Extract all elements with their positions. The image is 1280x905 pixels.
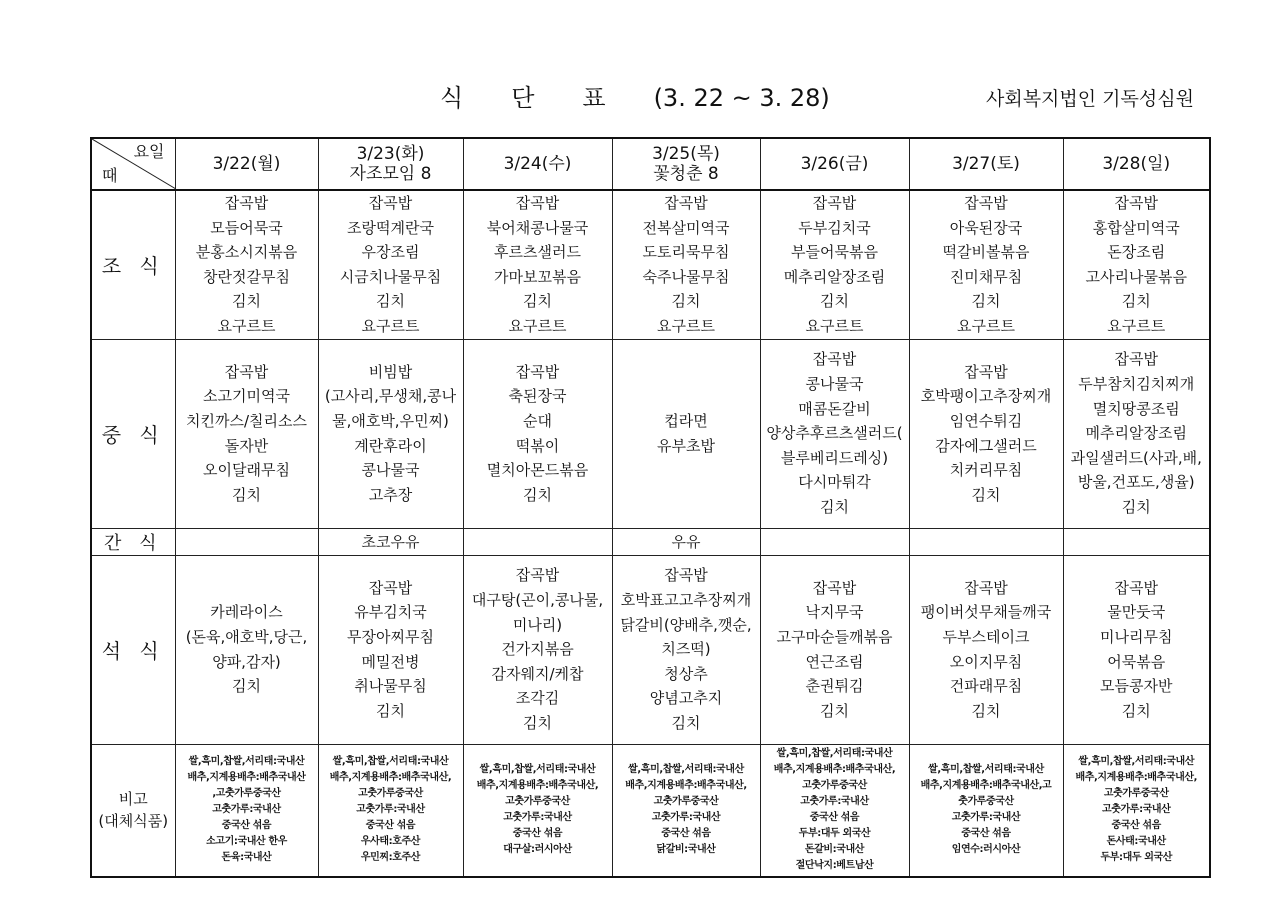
menu-item: 양상추후르츠샐러드(	[766, 424, 903, 443]
remark-line: 쌀,흑미,찹쌀,서리태:국내산	[188, 756, 305, 768]
meal-label-snack: 간 식	[91, 528, 175, 555]
menu-item: 다시마튀각	[798, 473, 871, 492]
remark-line: 고춧가루중국산	[358, 788, 423, 800]
remarks-label-line: (대체식품)	[98, 812, 169, 831]
remark-line: 중국산 섞음	[661, 828, 711, 840]
remark-line: 돈육:국내산	[221, 852, 272, 864]
menu-item: 홍합살미역국	[1092, 218, 1180, 237]
remark-line: ,고춧가루중국산	[212, 788, 281, 800]
menu-item: 과일샐러드(사과,배,	[1070, 448, 1202, 467]
remark-line: 임연수:러시아산	[951, 844, 1021, 856]
remarks-cell	[463, 744, 612, 877]
lunch-cell	[612, 339, 760, 528]
remarks-label-line: 비고	[118, 790, 148, 809]
menu-item: 떡볶이	[515, 436, 560, 455]
remark-line: 고춧가루:국내산	[503, 812, 572, 824]
day-date: 3/23(화)	[356, 144, 425, 164]
title-char: 식	[440, 84, 464, 112]
menu-item: (돈육,애호박,당근,	[185, 627, 308, 646]
dinner-cell	[760, 555, 909, 744]
menu-item: 잡곡밥	[368, 194, 413, 212]
menu-item: 물,애호박,우민찌)	[332, 411, 449, 430]
remark-line: 쌀,흑미,찹쌀,서리태:국내산	[332, 756, 449, 768]
menu-item: 잡곡밥	[224, 194, 269, 212]
menu-item: 축된장국	[508, 387, 567, 406]
lunch-cell	[1063, 339, 1210, 528]
menu-item: 잡곡밥	[224, 362, 269, 381]
menu-item: 요구르트	[657, 316, 715, 335]
snack-cell: 초코우유	[318, 528, 463, 555]
breakfast-cell	[612, 190, 760, 339]
snack-cell	[1063, 528, 1210, 555]
menu-item: 김치	[820, 701, 849, 720]
breakfast-cell	[463, 190, 612, 339]
menu-item: 잡곡밥	[1114, 194, 1158, 212]
remarks-cell	[612, 744, 760, 877]
menu-item: 김치	[1121, 292, 1151, 311]
menu-item: 고구마순들깨볶음	[776, 627, 893, 646]
menu-item: 김치	[523, 714, 552, 733]
remark-line: 고춧가루:국내산	[1102, 804, 1171, 816]
menu-item: 건가지볶음	[501, 640, 574, 659]
remarks-row	[91, 744, 1210, 877]
menu-item: 두부참치김치찌개	[1078, 375, 1195, 394]
remark-line: 쌀,흑미,찹쌀,서리태:국내산	[479, 764, 596, 776]
menu-item: 김치	[1121, 701, 1151, 720]
menu-item: 요구르트	[957, 316, 1015, 335]
day-header	[909, 138, 1063, 190]
meal-label-lunch: 중 식	[91, 339, 175, 528]
menu-item: 치즈떡)	[661, 640, 711, 659]
menu-item: 분홍소시지볶음	[195, 243, 298, 262]
corner-day-label: 요일	[133, 142, 165, 161]
breakfast-cell	[1063, 190, 1210, 339]
remark-line: 고춧가루중국산	[505, 796, 570, 808]
menu-item: 시금치나물무침	[339, 267, 442, 286]
day-date: 3/24(수)	[503, 154, 572, 174]
day-header	[175, 138, 318, 190]
day-date: 3/27(토)	[952, 154, 1020, 174]
remark-line: 쌀,흑미,찹쌀,서리태:국내산	[928, 764, 1044, 776]
title-char: 단	[511, 84, 535, 112]
remark-line: 쌀,흑미,찹쌀,서리태:국내산	[628, 764, 744, 776]
remark-line: 돈사태:국내산	[1106, 836, 1166, 848]
menu-item: 치킨까스/칠리소스	[186, 411, 307, 430]
menu-item: 블루베리드레싱)	[780, 448, 889, 467]
menu-item: 연근조림	[805, 652, 864, 671]
remark-line: 닭갈비:국내산	[656, 844, 716, 856]
corner-time-label: 때	[102, 166, 118, 185]
day-header	[463, 138, 612, 190]
remark-line: 우사태:호주산	[360, 836, 421, 848]
menu-item: 취나물무침	[354, 677, 427, 696]
remark-line: 고춧가루:국내산	[800, 796, 869, 808]
dinner-cell	[318, 555, 463, 744]
menu-item: 요구르트	[217, 316, 276, 335]
menu-item: 요구르트	[361, 316, 420, 335]
remark-line: 배추,지계용배추:배추국내산,고	[920, 780, 1052, 792]
menu-item: 요구르트	[805, 316, 864, 335]
remark-line: 소고기:국내산 한우	[206, 836, 287, 848]
menu-item: (고사리,무생채,콩나	[324, 387, 457, 406]
menu-item: 대구탕(곤이,콩나물,	[471, 591, 604, 610]
remark-line: 고춧가루중국산	[1103, 788, 1169, 800]
snack-cell: 우유	[612, 528, 760, 555]
menu-item: 콩나물국	[361, 461, 420, 480]
dinner-cell	[175, 555, 318, 744]
menu-item: 잡곡밥	[515, 566, 560, 585]
remark-line: 고춧가루:국내산	[651, 812, 721, 824]
menu-item: 도토리묵무침	[642, 243, 730, 262]
remarks-cell	[909, 744, 1063, 877]
day-note: 꽃청춘 8	[653, 164, 719, 184]
menu-table	[90, 137, 1211, 878]
lunch-cell	[463, 339, 612, 528]
menu-item: 고사리나물볶음	[1085, 267, 1187, 286]
day-header	[612, 138, 760, 190]
remark-line: 중국산 섞음	[221, 820, 272, 832]
remark-line: 중국산 섞음	[1111, 820, 1161, 832]
day-date: 3/22(월)	[212, 154, 281, 174]
menu-item: 김치	[1121, 498, 1151, 517]
breakfast-cell	[909, 190, 1063, 339]
menu-item: 카레라이스	[210, 603, 283, 622]
menu-item: 오이달래무침	[203, 461, 290, 480]
lunch-row	[91, 339, 1210, 528]
remark-line: 배추,지계용배추:배추국내산,	[625, 780, 747, 792]
remark-line: 고춧가루:국내산	[951, 812, 1021, 824]
menu-item: 김치	[376, 701, 405, 720]
menu-item: 잡곡밥	[664, 194, 708, 212]
menu-item: 두부스테이크	[942, 627, 1030, 646]
remark-line: 쌀,흑미,찹쌀,서리태:국내산	[1078, 756, 1195, 768]
menu-item: 김치	[523, 292, 552, 311]
dinner-cell	[612, 555, 760, 744]
page-title	[440, 78, 830, 113]
menu-item: 치커리무침	[949, 461, 1023, 480]
menu-item: 김치	[523, 485, 552, 504]
day-date: 3/28(일)	[1102, 154, 1171, 174]
menu-item: 김치	[820, 292, 849, 311]
dinner-cell	[463, 555, 612, 744]
snack-row	[91, 528, 1210, 555]
menu-item: 무장아찌무침	[347, 627, 434, 646]
remark-line: 배추,지계용배추:배추국내산,	[1075, 772, 1198, 784]
menu-item: 김치	[971, 485, 1001, 504]
menu-item: 전복살미역국	[642, 218, 730, 237]
lunch-cell	[909, 339, 1063, 528]
remark-line: 배추,지계용배추:배추국내산,	[773, 764, 896, 776]
menu-item: 오이지무침	[949, 652, 1023, 671]
menu-item: 잡곡밥	[1114, 350, 1158, 369]
remark-line: 두부:대두 외국산	[798, 828, 871, 840]
menu-item: 방울,건포도,생율)	[1077, 473, 1195, 492]
remarks-cell	[1063, 744, 1210, 877]
menu-item: 잡곡밥	[515, 194, 560, 212]
menu-item: 건파래무침	[949, 677, 1023, 696]
snack-cell	[909, 528, 1063, 555]
menu-item: 김치	[971, 292, 1001, 311]
remark-line: 돈갈비:국내산	[804, 844, 865, 856]
remarks-cell	[175, 744, 318, 877]
menu-item: 잡곡밥	[964, 362, 1008, 381]
remarks-cell	[318, 744, 463, 877]
menu-item: 모듬어묵국	[210, 218, 283, 237]
day-header	[1063, 138, 1210, 190]
menu-item: 김치	[971, 701, 1001, 720]
menu-item: 춘권튀김	[805, 677, 864, 696]
menu-item: 돌자반	[224, 436, 269, 455]
menu-item: 조랑떡계란국	[347, 218, 434, 237]
menu-item: 팽이버섯무채들깨국	[920, 603, 1052, 622]
remark-line: 중국산 섞음	[961, 828, 1011, 840]
organization-name: 사회복지법인 기독성심원	[986, 88, 1194, 110]
menu-item: 낙지무국	[805, 603, 864, 622]
remark-line: 고춧가루:국내산	[212, 804, 281, 816]
menu-item: 임연수튀김	[949, 411, 1023, 430]
menu-item: 숙주나물무침	[642, 267, 730, 286]
remark-line: 중국산 섞음	[512, 828, 563, 840]
snack-cell	[175, 528, 318, 555]
dinner-cell	[1063, 555, 1210, 744]
menu-item: 김치	[232, 677, 261, 696]
menu-item: 메추리알장조림	[1085, 424, 1187, 443]
remark-line: 고춧가루:국내산	[356, 804, 425, 816]
menu-item: 메밀전병	[361, 652, 420, 671]
dinner-cell	[909, 555, 1063, 744]
menu-item: 북어채콩나물국	[486, 218, 589, 237]
breakfast-row	[91, 190, 1210, 339]
menu-item: 호박팽이고추장찌개	[920, 387, 1052, 406]
remark-line: 두부:대두 외국산	[1100, 852, 1172, 864]
menu-item: 감자에그샐러드	[935, 436, 1037, 455]
menu-item: 돈장조림	[1107, 243, 1166, 262]
menu-item: 컵라면	[664, 411, 708, 430]
lunch-cell	[175, 339, 318, 528]
menu-item: 순대	[523, 411, 552, 430]
menu-item: 어묵볶음	[1107, 652, 1166, 671]
remark-line: 절단낙지:베트남산	[795, 860, 874, 872]
remark-line: 쌀,흑미,찹쌀,서리태:국내산	[776, 748, 893, 760]
menu-item: 유부초밥	[657, 436, 715, 455]
menu-item: 잡곡밥	[812, 578, 857, 597]
menu-item: 미나리무침	[1100, 627, 1173, 646]
remark-line: 배추,지계용배추:배추국내산,	[329, 772, 452, 784]
remark-line: 고춧가루중국산	[653, 796, 719, 808]
remark-line: 배추,지계용배추:배추국내산	[187, 772, 306, 784]
title-char: 표	[582, 84, 606, 112]
menu-item: 청상추	[664, 664, 708, 683]
menu-item: 계란후라이	[354, 436, 427, 455]
menu-item: 잡곡밥	[1114, 578, 1158, 597]
remark-line: 고춧가루중국산	[802, 780, 867, 792]
menu-item: 호박표고고추장찌개	[620, 591, 752, 610]
menu-item: 요구르트	[1107, 316, 1166, 335]
menu-item: 멸치땅콩조림	[1092, 399, 1180, 418]
menu-item: 물만둣국	[1107, 603, 1166, 622]
menu-item: 김치	[232, 485, 261, 504]
breakfast-cell	[175, 190, 318, 339]
menu-item: 매콤돈갈비	[798, 399, 871, 418]
menu-item: 조각김	[515, 689, 560, 708]
menu-item: 메추리알장조림	[783, 267, 886, 286]
menu-item: 비빔밥	[368, 362, 413, 381]
day-date: 3/26(금)	[800, 154, 869, 174]
meal-label-dinner: 석 식	[91, 555, 175, 744]
menu-item: 진미채무침	[949, 267, 1023, 286]
day-date: 3/25(목)	[652, 144, 720, 164]
menu-item: 잡곡밥	[515, 362, 560, 381]
remark-line: 춧가루중국산	[958, 796, 1014, 808]
dinner-row	[91, 555, 1210, 744]
remark-line: 우민찌:호주산	[360, 852, 421, 864]
lunch-cell	[318, 339, 463, 528]
menu-item: 잡곡밥	[964, 194, 1008, 212]
menu-item: 잡곡밥	[664, 566, 708, 585]
menu-item: 닭갈비(양배추,깻순,	[620, 615, 752, 634]
menu-item: 창란젓갈무침	[203, 267, 290, 286]
lunch-cell	[760, 339, 909, 528]
menu-item: 잡곡밥	[964, 578, 1008, 597]
title-date-range: (3. 22 ~ 3. 28)	[653, 84, 830, 112]
day-note: 자조모임 8	[349, 164, 432, 184]
menu-item: 감자웨지/케찹	[491, 664, 584, 683]
breakfast-cell	[318, 190, 463, 339]
menu-item: 잡곡밥	[812, 350, 857, 369]
remark-line: 배추,지계용배추:배추국내산,	[476, 780, 599, 792]
meal-label-breakfast: 조 식	[91, 190, 175, 339]
remark-line: 중국산 섞음	[365, 820, 416, 832]
menu-item: 아욱된장국	[949, 218, 1023, 237]
menu-item: 소고기미역국	[203, 387, 290, 406]
remarks-label	[91, 744, 175, 877]
menu-item: 가마보꼬볶음	[494, 267, 581, 286]
menu-item: 잡곡밥	[368, 578, 413, 597]
menu-item: 부들어묵볶음	[791, 243, 878, 262]
header-row	[91, 138, 1210, 190]
remark-line: 대구살:러시아산	[503, 844, 572, 856]
day-header	[760, 138, 909, 190]
menu-item: 요구르트	[508, 316, 567, 335]
menu-item: 김치	[376, 292, 405, 311]
menu-item: 콩나물국	[805, 375, 864, 394]
menu-item: 두부김치국	[798, 218, 871, 237]
breakfast-cell	[760, 190, 909, 339]
menu-item: 양념고추지	[649, 689, 723, 708]
menu-item: 멸치아몬드볶음	[486, 461, 589, 480]
menu-item: 모듬콩자반	[1100, 677, 1173, 696]
menu-item: 고추장	[368, 485, 413, 504]
menu-item: 유부김치국	[354, 603, 427, 622]
menu-item: 김치	[820, 498, 849, 517]
menu-item: 양파,감자)	[212, 652, 281, 671]
menu-item: 김치	[671, 292, 701, 311]
snack-cell	[463, 528, 612, 555]
remarks-cell	[760, 744, 909, 877]
snack-cell	[760, 528, 909, 555]
menu-item: 잡곡밥	[812, 194, 857, 212]
menu-item: 떡갈비볼볶음	[942, 243, 1030, 262]
menu-item: 우장조림	[361, 243, 420, 262]
menu-item: 김치	[232, 292, 261, 311]
menu-item: 미나리)	[512, 615, 563, 634]
corner-cell	[91, 138, 175, 190]
menu-item: 김치	[671, 714, 701, 733]
menu-item: 후르츠샐러드	[494, 243, 581, 262]
remark-line: 중국산 섞음	[809, 812, 860, 824]
day-header	[318, 138, 463, 190]
